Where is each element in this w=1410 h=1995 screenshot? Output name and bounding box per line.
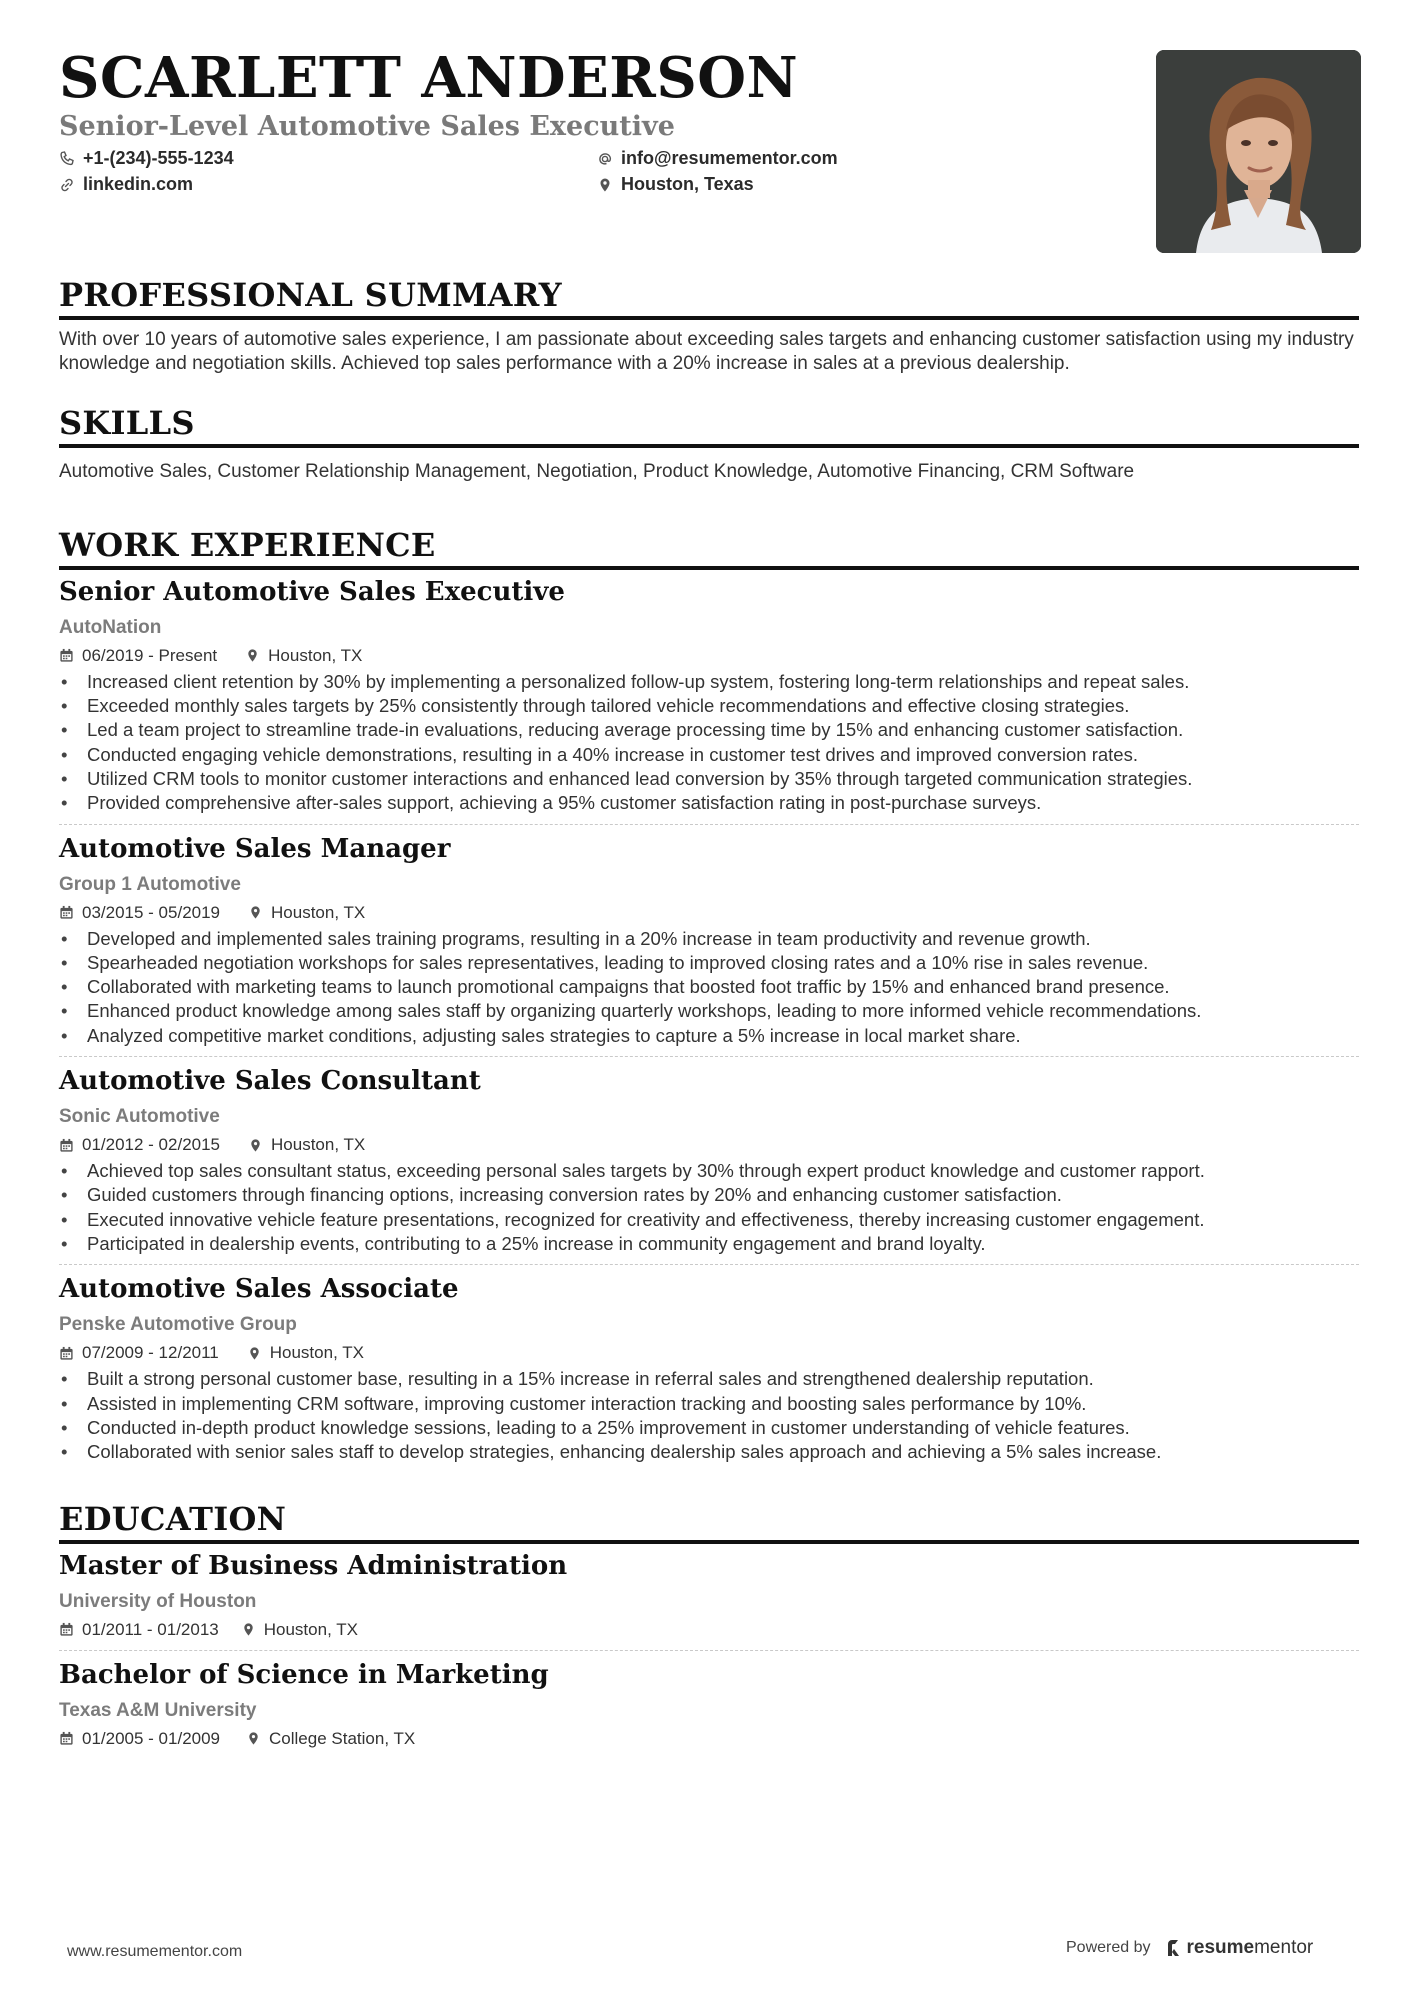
bullet-item: • Developed and implemented sales training programs, resulting in a 20% increase in team productivity and revenue growth.: [59, 927, 1359, 951]
bullet-item: • Collaborated with marketing teams to launch promotional campaigns that boosted foot traffic by 15% and enhanced brand presence.: [59, 975, 1359, 999]
calendar-icon: [59, 1138, 74, 1153]
job-dates: 06/2019 - Present: [82, 645, 218, 665]
calendar-icon: [59, 1622, 74, 1637]
job-location: Houston, TX: [271, 1135, 366, 1155]
bullet-item: • Exceeded monthly sales targets by 25% consistently through tailored vehicle recommendations and effective closing strategies.: [59, 694, 1359, 718]
contact-phone: [59, 148, 234, 169]
brand-logo[interactable]: [1165, 1937, 1314, 1959]
job-entry: [59, 1271, 1359, 1468]
calendar-icon: [59, 1346, 74, 1361]
job-location: Houston, TX: [269, 1343, 364, 1363]
job-title: Senior Automotive Sales Executive: [59, 576, 565, 607]
job-title: Automotive Sales Consultant: [59, 1066, 481, 1097]
bullet-item: • Provided comprehensive after-sales support, achieving a 95% customer satisfaction rating in post-purchase surveys.: [59, 791, 1359, 815]
education-section: [59, 1501, 1359, 1753]
bullet-item: • Conducted engaging vehicle demonstrations, resulting in a 40% increase in customer test drives and improved conversion rates.: [59, 743, 1359, 767]
job-title: Automotive Sales Associate: [59, 1274, 459, 1305]
bullet-item: • Enhanced product knowledge among sales staff by organizing quarterly workshops, leading to more informed vehicle recommendations.: [59, 999, 1359, 1023]
job-bullets: [59, 670, 1359, 820]
job-bullets: [59, 1367, 1359, 1468]
job-dates: 03/2015 - 05/2019: [82, 902, 221, 922]
job-entry: [59, 831, 1359, 1057]
candidate-title: Senior-Level Automotive Sales Executive: [59, 111, 675, 142]
bullet-item: • Assisted in implementing CRM software, improving customer interaction tracking and boosting sales performance by 10%.: [59, 1392, 1359, 1416]
location-text: Houston, Texas: [621, 174, 754, 194]
job-bullets: [59, 927, 1359, 1052]
footer-website[interactable]: www.resumementor.com: [67, 1943, 243, 1960]
portrait-image: [1156, 50, 1361, 253]
job-location: Houston, TX: [268, 645, 363, 665]
education-location: Houston, TX: [263, 1619, 358, 1639]
bullet-item: • Analyzed competitive market conditions, adjusting sales strategies to capture a 5% increase in local market share.: [59, 1024, 1359, 1048]
job-company: Group 1 Automotive: [59, 873, 241, 895]
bullet-item: • Increased client retention by 30% by implementing a personalized follow-up system, fostering long-term relationships and repeat sales.: [59, 670, 1359, 694]
resume-page: [59, 0, 1359, 1748]
link-icon: [59, 177, 75, 193]
bullet-item: • Guided customers through financing options, increasing conversion rates by 20% and enhancing customer satisfaction.: [59, 1183, 1359, 1207]
education-dates: 01/2005 - 01/2009: [82, 1728, 221, 1748]
resume-header: [59, 0, 1359, 268]
calendar-icon: [59, 648, 74, 663]
footer-brand-area: [1066, 1937, 1313, 1959]
summary-text: With over 10 years of automotive sales experience, I am passionate about exceeding sales targets and enhancing customer satisfaction using my industry knowledge and negotiation skills. Achieved top sales performance with a 20% increase in sales at a previous dealership.: [59, 328, 1354, 374]
job-meta: [59, 642, 1359, 670]
bullet-item: • Built a strong personal customer base, resulting in a 15% increase in referral sales and strengthened dealership reputation.: [59, 1367, 1359, 1391]
map-pin-icon: [248, 1138, 263, 1153]
contact-location: [597, 174, 754, 195]
calendar-icon: [59, 905, 74, 920]
degree-title: Bachelor of Science in Marketing: [59, 1659, 549, 1690]
brand-name-bold: resume: [1186, 1937, 1255, 1958]
map-pin-icon: [246, 1731, 261, 1746]
email-text: info@resumementor.com: [621, 148, 838, 168]
skills-text: Automotive Sales, Customer Relationship Management, Negotiation, Product Knowledge, Automotive Financing, CRM Software: [59, 460, 1135, 482]
profile-photo: [1156, 50, 1361, 253]
education-meta: [59, 1616, 1359, 1644]
job-company: AutoNation: [59, 616, 162, 638]
job-meta: [59, 899, 1359, 927]
bullet-item: • Participated in dealership events, contributing to a 25% increase in community engagement and brand loyalty.: [59, 1232, 1359, 1256]
job-company: Penske Automotive Group: [59, 1314, 297, 1336]
calendar-icon: [59, 1731, 74, 1746]
experience-heading: WORK EXPERIENCE: [59, 527, 1359, 570]
brand-name-light: mentor: [1254, 1937, 1314, 1958]
education-meta: [59, 1725, 1359, 1753]
job-dates: 07/2009 - 12/2011: [82, 1343, 219, 1363]
bullet-item: • Executed innovative vehicle feature presentations, recognized for creativity and effectiveness, thereby increasing customer engagement.: [59, 1208, 1359, 1232]
education-location: College Station, TX: [269, 1728, 416, 1748]
job-company: Sonic Automotive: [59, 1106, 220, 1128]
bullet-item: • Achieved top sales consultant status, exceeding personal sales targets by 30% through expert product knowledge and customer rapport.: [59, 1159, 1359, 1183]
skills-heading: SKILLS: [59, 405, 1359, 448]
education-dates: 01/2011 - 01/2013: [82, 1619, 219, 1639]
bullet-item: • Spearheaded negotiation workshops for sales representatives, leading to improved closing rates and a 10% rise in sales revenue.: [59, 951, 1359, 975]
job-meta: [59, 1339, 1359, 1367]
at-sign-icon: [597, 151, 613, 167]
resumementor-logo-icon: [1165, 1938, 1183, 1958]
linkedin-text: linkedin.com: [83, 174, 194, 194]
education-entry: [59, 1657, 1359, 1753]
bullet-item: • Conducted in-depth product knowledge sessions, leading to a 25% improvement in customer understanding of vehicle features.: [59, 1416, 1359, 1440]
job-entry: [59, 574, 1359, 825]
map-pin-icon: [248, 905, 263, 920]
education-heading: EDUCATION: [59, 1501, 1359, 1544]
map-pin-icon: [597, 177, 613, 193]
bullet-item: • Utilized CRM tools to monitor customer interactions and enhanced lead conversion by 35% through targeted communication strategies.: [59, 767, 1359, 791]
map-pin-icon: [245, 648, 260, 663]
bullet-item: • Led a team project to streamline trade-in evaluations, reducing average processing time by 15% and enhancing customer satisfaction.: [59, 718, 1359, 742]
candidate-name: SCARLETT ANDERSON: [59, 45, 799, 111]
phone-icon: [59, 151, 75, 167]
school-name: University of Houston: [59, 1590, 257, 1612]
experience-section: [59, 527, 1359, 1468]
powered-by-label: Powered by: [1066, 1939, 1151, 1956]
skills-section: [59, 405, 1359, 484]
job-location: Houston, TX: [271, 902, 366, 922]
bullet-item: • Collaborated with senior sales staff to develop strategies, enhancing dealership sales approach and achieving a 5% sales increase.: [59, 1440, 1359, 1464]
degree-title: Master of Business Administration: [59, 1550, 568, 1581]
school-name: Texas A&M University: [59, 1699, 257, 1721]
job-dates: 01/2012 - 02/2015: [82, 1135, 221, 1155]
map-pin-icon: [247, 1346, 262, 1361]
summary-heading: PROFESSIONAL SUMMARY: [59, 277, 1359, 320]
contact-linkedin[interactable]: [59, 174, 193, 195]
job-bullets: [59, 1159, 1359, 1260]
phone-text: +1-(234)-555-1234: [83, 148, 234, 168]
job-entry: [59, 1063, 1359, 1265]
job-title: Automotive Sales Manager: [59, 833, 451, 864]
education-entry: [59, 1548, 1359, 1651]
job-meta: [59, 1131, 1359, 1159]
summary-section: [59, 277, 1359, 376]
contact-email[interactable]: [597, 148, 838, 169]
map-pin-icon: [241, 1622, 256, 1637]
